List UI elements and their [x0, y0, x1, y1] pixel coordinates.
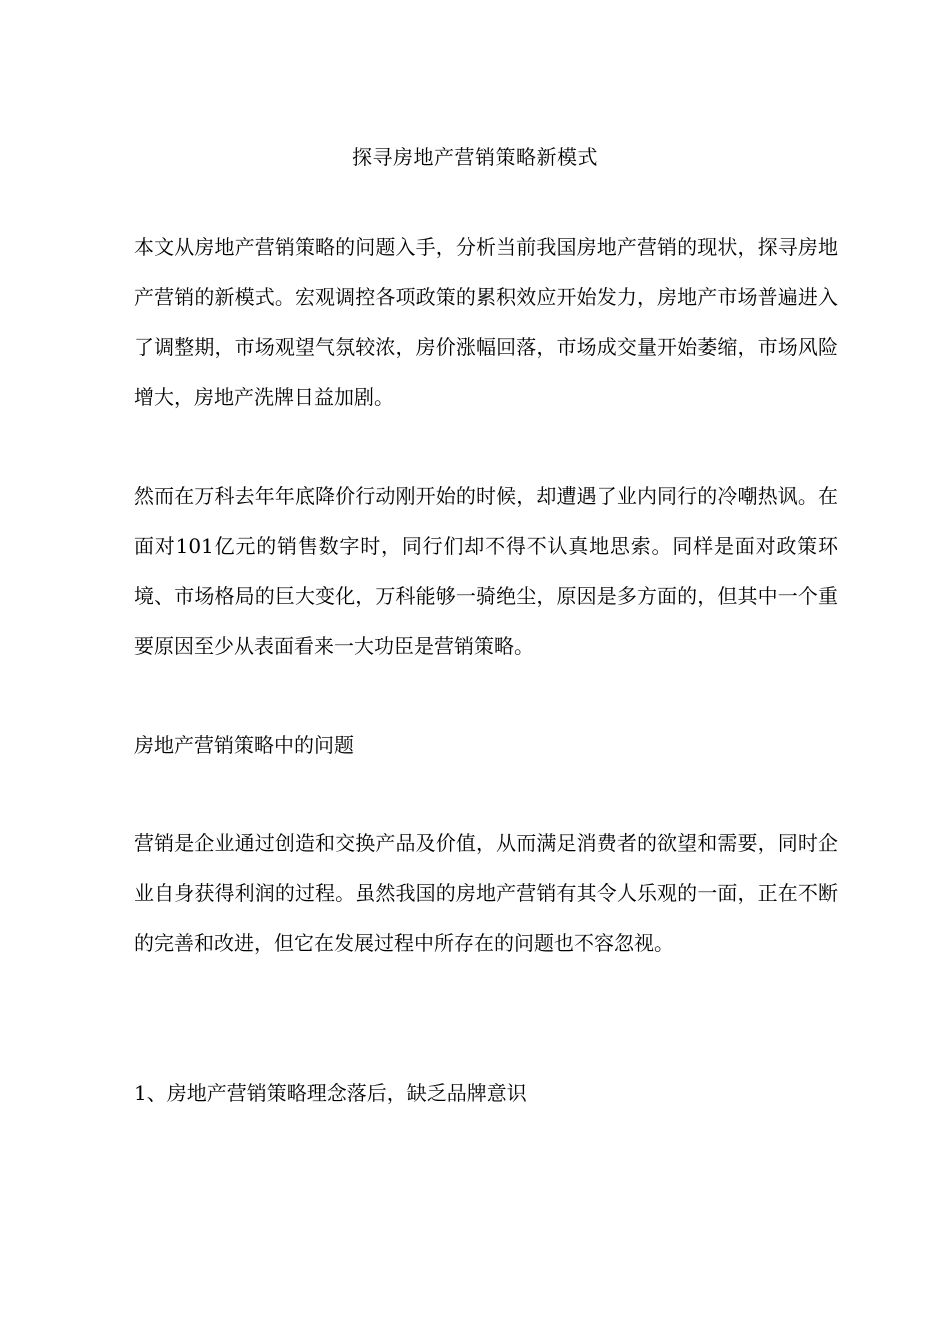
paragraph-vanke: 然而在万科去年年底降价行动刚开始的时候，却遭遇了业内同行的冷嘲热讽。在面对101亿元的销售数字时，同行们却不得不认真地思索。同样是面对政策环境、市场格局的巨大变化，万科能够一骑绝尘，原因是多方面的，但其中一个重要原因至少从表面看来一大功臣是营销策略。 — [134, 484, 838, 658]
subsection-heading-1: 1、房地产营销策略理念落后，缺乏品牌意识 — [134, 1081, 527, 1105]
paragraph-intro: 本文从房地产营销策略的问题入手，分析当前我国房地产营销的现状，探寻房地产营销的新模式。宏观调控各项政策的累积效应开始发力，房地产市场普遍进入了调整期，市场观望气氛较浓，房价涨幅回落，市场成交量开始萎缩，市场风险增大，房地产洗牌日益加剧。 — [134, 235, 838, 409]
document-title: 探寻房地产营销策略新模式 — [352, 145, 598, 169]
paragraph-marketing-definition: 营销是企业通过创造和交换产品及价值，从而满足消费者的欲望和需要，同时企业自身获得利润的过程。虽然我国的房地产营销有其令人乐观的一面，正在不断的完善和改进，但它在发展过程中所存在的问题也不容忽视。 — [134, 831, 838, 955]
section-heading-problems: 房地产营销策略中的问题 — [134, 733, 354, 757]
